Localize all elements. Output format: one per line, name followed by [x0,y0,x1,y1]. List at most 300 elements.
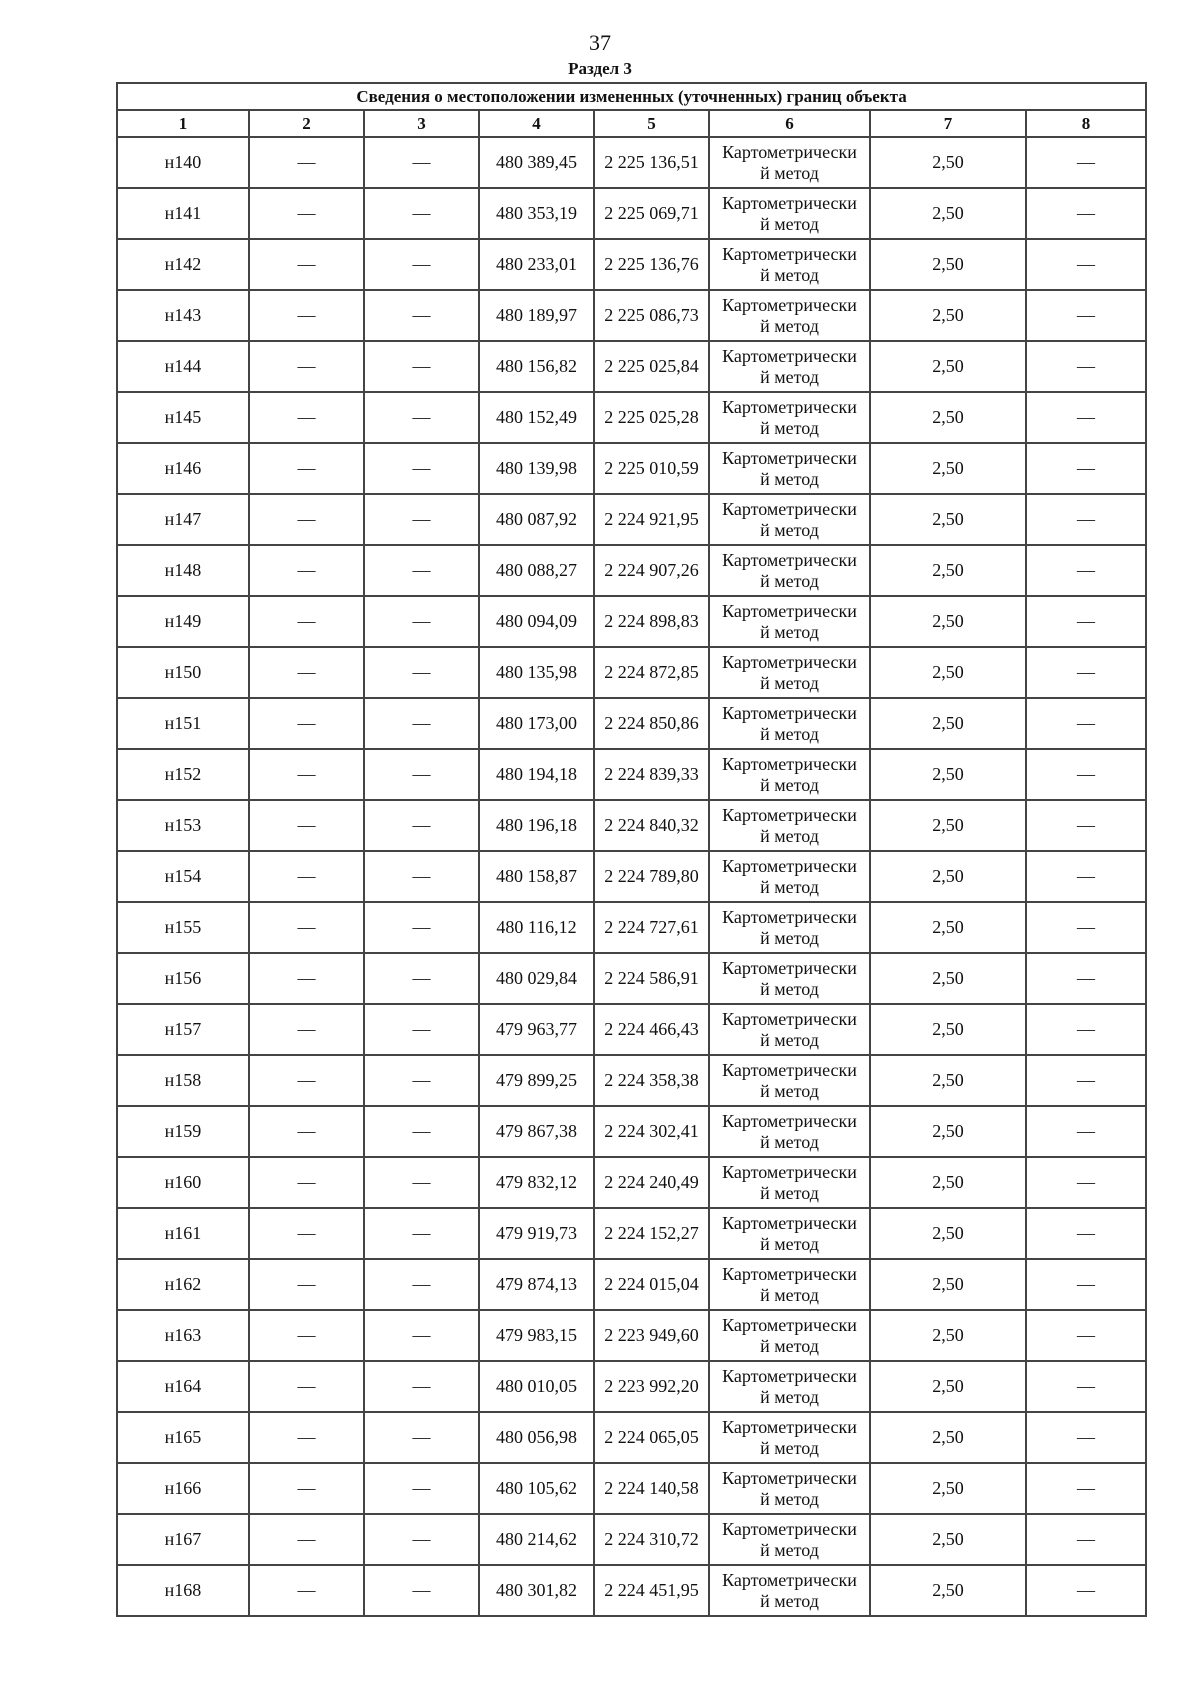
point-cell: н166 [117,1463,249,1514]
page-number: 37 [589,30,611,55]
accuracy-cell: 2,50 [870,137,1026,188]
empty-col8-cell: — [1026,1310,1146,1361]
method-cell [709,1106,870,1157]
table-row [117,1055,1146,1106]
point-cell: н163 [117,1310,249,1361]
accuracy-cell: 2,50 [870,392,1026,443]
empty-col3-cell: — [364,851,479,902]
empty-col2-cell: — [249,290,364,341]
y-coordinate-cell: 2 224 451,95 [594,1565,709,1616]
empty-col2-cell: — [249,647,364,698]
method-line-2: й метод [760,774,819,795]
y-coordinate-cell: 2 225 010,59 [594,443,709,494]
y-coordinate-cell: 2 225 069,71 [594,188,709,239]
y-coordinate-cell: 2 224 152,27 [594,1208,709,1259]
accuracy-cell: 2,50 [870,647,1026,698]
empty-col2-cell: — [249,902,364,953]
y-coordinate-cell: 2 225 136,76 [594,239,709,290]
method-cell [709,494,870,545]
accuracy-cell: 2,50 [870,1412,1026,1463]
empty-col2-cell: — [249,392,364,443]
x-coordinate-cell: 480 135,98 [479,647,594,698]
method-line-1: Картометрически [722,600,857,621]
method-line-2: й метод [760,1437,819,1458]
accuracy-cell: 2,50 [870,188,1026,239]
method-line-1: Картометрически [722,1365,857,1386]
accuracy-cell: 2,50 [870,851,1026,902]
y-coordinate-cell: 2 225 025,28 [594,392,709,443]
table-row [117,1004,1146,1055]
table-row [117,1157,1146,1208]
point-cell: н143 [117,290,249,341]
table-row [117,1463,1146,1514]
x-coordinate-cell: 480 173,00 [479,698,594,749]
empty-col8-cell: — [1026,137,1146,188]
method-cell [709,596,870,647]
column-header-4: 4 [479,110,594,137]
table-row [117,188,1146,239]
x-coordinate-cell: 479 963,77 [479,1004,594,1055]
x-coordinate-cell: 480 029,84 [479,953,594,1004]
x-coordinate-cell: 480 189,97 [479,290,594,341]
method-cell [709,1259,870,1310]
method-line-1: Картометрически [722,702,857,723]
method-cell [709,1412,870,1463]
method-line-2: й метод [760,1335,819,1356]
method-line-2: й метод [760,468,819,489]
method-line-1: Картометрически [722,651,857,672]
empty-col8-cell: — [1026,392,1146,443]
x-coordinate-cell: 480 301,82 [479,1565,594,1616]
method-line-2: й метод [760,315,819,336]
accuracy-cell: 2,50 [870,239,1026,290]
empty-col3-cell: — [364,443,479,494]
accuracy-cell: 2,50 [870,1310,1026,1361]
empty-col2-cell: — [249,494,364,545]
empty-col8-cell: — [1026,953,1146,1004]
x-coordinate-cell: 480 105,62 [479,1463,594,1514]
empty-col2-cell: — [249,341,364,392]
empty-col8-cell: — [1026,1208,1146,1259]
x-coordinate-cell: 480 087,92 [479,494,594,545]
empty-col2-cell: — [249,239,364,290]
y-coordinate-cell: 2 224 872,85 [594,647,709,698]
method-line-2: й метод [760,1131,819,1152]
table-row [117,1514,1146,1565]
empty-col8-cell: — [1026,545,1146,596]
table-row [117,596,1146,647]
point-cell: н145 [117,392,249,443]
accuracy-cell: 2,50 [870,800,1026,851]
empty-col3-cell: — [364,698,479,749]
x-coordinate-cell: 480 196,18 [479,800,594,851]
method-cell [709,290,870,341]
empty-col3-cell: — [364,1259,479,1310]
table-row [117,902,1146,953]
empty-col8-cell: — [1026,1463,1146,1514]
empty-col3-cell: — [364,647,479,698]
empty-col3-cell: — [364,800,479,851]
y-coordinate-cell: 2 224 065,05 [594,1412,709,1463]
x-coordinate-cell: 480 158,87 [479,851,594,902]
accuracy-cell: 2,50 [870,290,1026,341]
empty-col8-cell: — [1026,1412,1146,1463]
method-line-2: й метод [760,1284,819,1305]
empty-col2-cell: — [249,443,364,494]
y-coordinate-cell: 2 223 992,20 [594,1361,709,1412]
y-coordinate-cell: 2 224 358,38 [594,1055,709,1106]
method-line-1: Картометрически [722,141,857,162]
accuracy-cell: 2,50 [870,1259,1026,1310]
method-cell [709,341,870,392]
table-body [117,137,1146,1616]
method-cell [709,1514,870,1565]
empty-col3-cell: — [364,1310,479,1361]
empty-col8-cell: — [1026,1004,1146,1055]
empty-col8-cell: — [1026,902,1146,953]
method-line-2: й метод [760,1488,819,1509]
method-line-1: Картометрически [722,1161,857,1182]
accuracy-cell: 2,50 [870,1055,1026,1106]
point-cell: н148 [117,545,249,596]
accuracy-cell: 2,50 [870,596,1026,647]
y-coordinate-cell: 2 224 466,43 [594,1004,709,1055]
y-coordinate-cell: 2 224 907,26 [594,545,709,596]
method-cell [709,647,870,698]
method-line-1: Картометрически [722,396,857,417]
method-line-1: Картометрически [722,1059,857,1080]
method-line-1: Картометрически [722,243,857,264]
table-row [117,800,1146,851]
method-cell [709,239,870,290]
method-line-1: Картометрически [722,498,857,519]
y-coordinate-cell: 2 224 921,95 [594,494,709,545]
empty-col8-cell: — [1026,1565,1146,1616]
method-line-1: Картометрически [722,447,857,468]
empty-col2-cell: — [249,1514,364,1565]
method-cell [709,1208,870,1259]
method-line-2: й метод [760,1029,819,1050]
method-line-1: Картометрически [722,1467,857,1488]
x-coordinate-cell: 480 353,19 [479,188,594,239]
point-cell: н144 [117,341,249,392]
y-coordinate-cell: 2 224 840,32 [594,800,709,851]
y-coordinate-cell: 2 224 850,86 [594,698,709,749]
y-coordinate-cell: 2 224 310,72 [594,1514,709,1565]
column-header-2: 2 [249,110,364,137]
method-line-1: Картометрически [722,753,857,774]
y-coordinate-cell: 2 225 086,73 [594,290,709,341]
table-row [117,1361,1146,1412]
table-row [117,953,1146,1004]
empty-col3-cell: — [364,341,479,392]
method-line-2: й метод [760,825,819,846]
method-cell [709,1565,870,1616]
point-cell: н157 [117,1004,249,1055]
table-row [117,1106,1146,1157]
point-cell: н159 [117,1106,249,1157]
y-coordinate-cell: 2 223 949,60 [594,1310,709,1361]
empty-col2-cell: — [249,1259,364,1310]
point-cell: н147 [117,494,249,545]
table-row [117,494,1146,545]
y-coordinate-cell: 2 224 789,80 [594,851,709,902]
empty-col2-cell: — [249,188,364,239]
y-coordinate-cell: 2 224 140,58 [594,1463,709,1514]
method-line-1: Картометрически [722,549,857,570]
method-cell [709,851,870,902]
x-coordinate-cell: 479 919,73 [479,1208,594,1259]
y-coordinate-cell: 2 224 302,41 [594,1106,709,1157]
accuracy-cell: 2,50 [870,1565,1026,1616]
method-line-1: Картометрически [722,294,857,315]
table-caption-row [117,83,1146,110]
method-cell [709,1004,870,1055]
x-coordinate-cell: 480 056,98 [479,1412,594,1463]
method-line-1: Картометрически [722,1416,857,1437]
empty-col8-cell: — [1026,1259,1146,1310]
point-cell: н168 [117,1565,249,1616]
method-line-1: Картометрически [722,1518,857,1539]
accuracy-cell: 2,50 [870,1004,1026,1055]
point-cell: н153 [117,800,249,851]
point-cell: н160 [117,1157,249,1208]
method-cell [709,749,870,800]
empty-col2-cell: — [249,1106,364,1157]
point-cell: н162 [117,1259,249,1310]
point-cell: н140 [117,137,249,188]
x-coordinate-cell: 480 088,27 [479,545,594,596]
empty-col2-cell: — [249,851,364,902]
accuracy-cell: 2,50 [870,1157,1026,1208]
empty-col3-cell: — [364,239,479,290]
accuracy-cell: 2,50 [870,341,1026,392]
empty-col8-cell: — [1026,290,1146,341]
empty-col2-cell: — [249,1412,364,1463]
accuracy-cell: 2,50 [870,494,1026,545]
empty-col2-cell: — [249,1004,364,1055]
method-cell [709,188,870,239]
method-cell [709,545,870,596]
x-coordinate-cell: 480 389,45 [479,137,594,188]
column-header-1: 1 [117,110,249,137]
empty-col8-cell: — [1026,1106,1146,1157]
x-coordinate-cell: 480 139,98 [479,443,594,494]
accuracy-cell: 2,50 [870,698,1026,749]
method-line-2: й метод [760,723,819,744]
empty-col3-cell: — [364,749,479,800]
method-cell [709,800,870,851]
y-coordinate-cell: 2 224 898,83 [594,596,709,647]
method-cell [709,902,870,953]
accuracy-cell: 2,50 [870,443,1026,494]
table-row [117,545,1146,596]
method-line-1: Картометрически [722,345,857,366]
empty-col8-cell: — [1026,698,1146,749]
empty-col2-cell: — [249,545,364,596]
point-cell: н151 [117,698,249,749]
method-line-1: Картометрически [722,192,857,213]
method-line-1: Картометрически [722,804,857,825]
x-coordinate-cell: 480 152,49 [479,392,594,443]
empty-col8-cell: — [1026,851,1146,902]
empty-col3-cell: — [364,1361,479,1412]
empty-col3-cell: — [364,1157,479,1208]
method-cell [709,137,870,188]
empty-col3-cell: — [364,596,479,647]
column-header-5: 5 [594,110,709,137]
empty-col3-cell: — [364,290,479,341]
method-line-2: й метод [760,264,819,285]
method-line-2: й метод [760,213,819,234]
empty-col8-cell: — [1026,443,1146,494]
method-line-1: Картометрически [722,1110,857,1131]
empty-col3-cell: — [364,1208,479,1259]
method-line-2: й метод [760,519,819,540]
point-cell: н167 [117,1514,249,1565]
method-cell [709,443,870,494]
empty-col8-cell: — [1026,239,1146,290]
empty-col3-cell: — [364,1514,479,1565]
column-header-7: 7 [870,110,1026,137]
empty-col2-cell: — [249,698,364,749]
column-header-8: 8 [1026,110,1146,137]
empty-col8-cell: — [1026,341,1146,392]
empty-col8-cell: — [1026,1157,1146,1208]
accuracy-cell: 2,50 [870,902,1026,953]
method-cell [709,1463,870,1514]
point-cell: н161 [117,1208,249,1259]
method-line-2: й метод [760,417,819,438]
table-row [117,290,1146,341]
accuracy-cell: 2,50 [870,1463,1026,1514]
empty-col2-cell: — [249,1208,364,1259]
empty-col3-cell: — [364,494,479,545]
x-coordinate-cell: 479 867,38 [479,1106,594,1157]
method-line-2: й метод [760,570,819,591]
table-row [117,1259,1146,1310]
point-cell: н155 [117,902,249,953]
empty-col3-cell: — [364,1106,479,1157]
x-coordinate-cell: 479 983,15 [479,1310,594,1361]
method-line-1: Картометрически [722,855,857,876]
y-coordinate-cell: 2 225 025,84 [594,341,709,392]
method-cell [709,698,870,749]
accuracy-cell: 2,50 [870,749,1026,800]
method-line-1: Картометрически [722,957,857,978]
point-cell: н154 [117,851,249,902]
empty-col2-cell: — [249,137,364,188]
x-coordinate-cell: 480 116,12 [479,902,594,953]
method-line-2: й метод [760,1182,819,1203]
method-line-2: й метод [760,1386,819,1407]
empty-col2-cell: — [249,596,364,647]
table-row [117,137,1146,188]
table-row [117,341,1146,392]
point-cell: н146 [117,443,249,494]
empty-col2-cell: — [249,1361,364,1412]
point-cell: н150 [117,647,249,698]
empty-col8-cell: — [1026,1514,1146,1565]
table-row [117,698,1146,749]
point-cell: н156 [117,953,249,1004]
method-line-2: й метод [760,1080,819,1101]
empty-col3-cell: — [364,1565,479,1616]
column-header-3: 3 [364,110,479,137]
point-cell: н158 [117,1055,249,1106]
empty-col8-cell: — [1026,647,1146,698]
method-line-2: й метод [760,162,819,183]
empty-col8-cell: — [1026,494,1146,545]
y-coordinate-cell: 2 225 136,51 [594,137,709,188]
empty-col3-cell: — [364,1463,479,1514]
empty-col2-cell: — [249,1565,364,1616]
accuracy-cell: 2,50 [870,545,1026,596]
method-line-2: й метод [760,978,819,999]
empty-col8-cell: — [1026,800,1146,851]
table-row [117,1565,1146,1616]
method-line-1: Картометрически [722,1569,857,1590]
empty-col8-cell: — [1026,1055,1146,1106]
table-caption: Сведения о местоположении измененных (уточненных) границ объекта [117,83,1146,110]
empty-col8-cell: — [1026,1361,1146,1412]
method-line-1: Картометрически [722,1263,857,1284]
column-header-6: 6 [709,110,870,137]
empty-col3-cell: — [364,1004,479,1055]
point-cell: н164 [117,1361,249,1412]
table-row [117,749,1146,800]
point-cell: н149 [117,596,249,647]
y-coordinate-cell: 2 224 727,61 [594,902,709,953]
column-number-row [117,110,1146,137]
x-coordinate-cell: 479 874,13 [479,1259,594,1310]
empty-col3-cell: — [364,953,479,1004]
section-title: Раздел 3 [568,59,632,78]
y-coordinate-cell: 2 224 015,04 [594,1259,709,1310]
method-line-2: й метод [760,876,819,897]
empty-col2-cell: — [249,1310,364,1361]
boundary-coordinates-table [116,82,1147,1617]
method-line-2: й метод [760,927,819,948]
method-line-2: й метод [760,1233,819,1254]
point-cell: н142 [117,239,249,290]
empty-col2-cell: — [249,800,364,851]
accuracy-cell: 2,50 [870,1514,1026,1565]
method-cell [709,1055,870,1106]
accuracy-cell: 2,50 [870,1106,1026,1157]
x-coordinate-cell: 480 194,18 [479,749,594,800]
accuracy-cell: 2,50 [870,953,1026,1004]
table-row [117,647,1146,698]
method-line-1: Картометрически [722,1008,857,1029]
method-cell [709,392,870,443]
empty-col2-cell: — [249,953,364,1004]
table-row [117,443,1146,494]
point-cell: н152 [117,749,249,800]
method-line-2: й метод [760,672,819,693]
empty-col8-cell: — [1026,596,1146,647]
method-line-2: й метод [760,366,819,387]
empty-col3-cell: — [364,1055,479,1106]
empty-col2-cell: — [249,749,364,800]
empty-col2-cell: — [249,1463,364,1514]
empty-col3-cell: — [364,137,479,188]
point-cell: н165 [117,1412,249,1463]
empty-col3-cell: — [364,392,479,443]
empty-col8-cell: — [1026,749,1146,800]
y-coordinate-cell: 2 224 586,91 [594,953,709,1004]
table-row [117,1310,1146,1361]
